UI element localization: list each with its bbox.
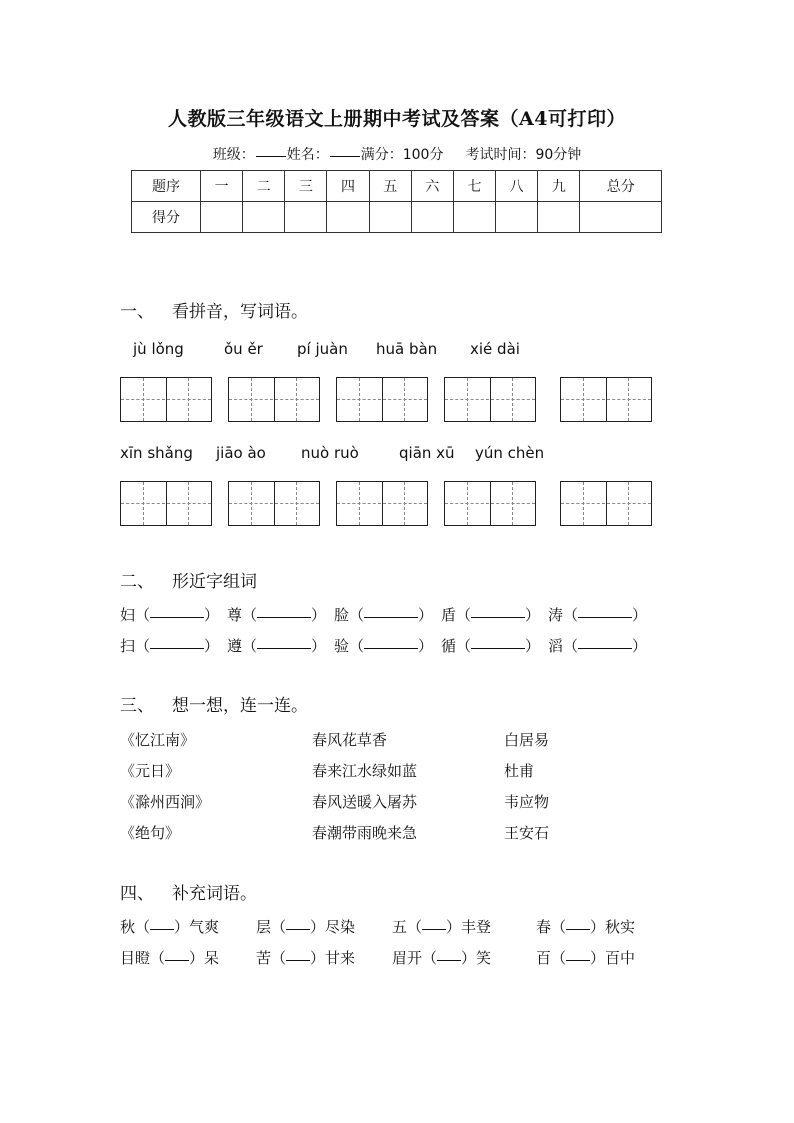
poem-title[interactable]: 《绝句》 — [120, 824, 181, 842]
pinyin: xié dài — [470, 340, 520, 358]
score-header-cell: 八 — [496, 171, 538, 202]
score-header-cell: 三 — [285, 171, 327, 202]
answer-blank[interactable] — [566, 928, 590, 930]
score-row-label: 得分 — [132, 202, 201, 233]
poem-line[interactable]: 春潮带雨晚来急 — [312, 824, 418, 842]
section3-heading — [120, 691, 308, 716]
section-title: 看拼音，写词语。 — [172, 302, 308, 322]
score-cell[interactable] — [201, 202, 243, 233]
score-cell[interactable] — [538, 202, 580, 233]
answer-blank[interactable] — [422, 928, 446, 930]
pinyin: ǒu ěr — [224, 340, 263, 358]
section-title: 想一想，连一连。 — [172, 696, 308, 716]
answer-blank[interactable] — [150, 928, 174, 930]
score-table-header-row — [132, 171, 662, 202]
answer-blank[interactable] — [437, 959, 461, 961]
section-number: 三、 — [120, 696, 154, 716]
score-table — [131, 170, 662, 233]
score-header-cell: 七 — [453, 171, 495, 202]
answer-blank[interactable] — [471, 647, 525, 649]
writing-grid[interactable] — [560, 377, 652, 422]
full-score: 满分：100分 — [360, 147, 444, 163]
idiom-item: 百（ ）百中 — [536, 949, 636, 967]
writing-grid[interactable] — [228, 481, 320, 526]
idiom-item: 秋（ ）气爽 — [120, 918, 220, 936]
answer-blank[interactable] — [165, 959, 189, 961]
similar-char-item: 循（ ） — [441, 637, 541, 655]
similar-char-item: 遵（ ） — [227, 637, 327, 655]
answer-blank[interactable] — [578, 647, 632, 649]
idiom-item: 眉开（ ）笑 — [392, 949, 492, 967]
exam-time: 考试时间：90分钟 — [465, 147, 582, 163]
score-header-cell: 四 — [327, 171, 369, 202]
poem-line[interactable]: 春风送暖入屠苏 — [312, 793, 418, 811]
score-header-cell: 二 — [243, 171, 285, 202]
writing-grid[interactable] — [336, 481, 428, 526]
similar-char-item: 盾（ ） — [441, 606, 541, 624]
score-cell[interactable] — [496, 202, 538, 233]
writing-grid[interactable] — [444, 481, 536, 526]
poet-name[interactable]: 王安石 — [504, 824, 550, 842]
idiom-item: 春（ ）秋实 — [536, 918, 636, 936]
score-cell[interactable] — [580, 202, 662, 233]
pinyin: pí juàn — [297, 340, 348, 358]
page-title: 人教版三年级语文上册期中考试及答案（A4可打印） — [168, 108, 626, 130]
poem-line[interactable]: 春风花草香 — [312, 731, 388, 749]
idiom-item: 五（ ）丰登 — [392, 918, 492, 936]
pinyin: yún chèn — [475, 444, 545, 462]
class-label: 班级： — [212, 147, 255, 163]
answer-blank[interactable] — [286, 928, 310, 930]
score-header-cell: 六 — [411, 171, 453, 202]
pinyin: huā bàn — [376, 340, 438, 358]
answer-blank[interactable] — [471, 616, 525, 618]
writing-grid[interactable] — [120, 481, 212, 526]
section-title: 补充词语。 — [172, 884, 257, 904]
score-cell[interactable] — [453, 202, 495, 233]
section-number: 一、 — [120, 302, 154, 322]
section1-heading — [120, 297, 308, 322]
pinyin: xīn shǎng — [120, 444, 193, 462]
class-blank[interactable] — [256, 155, 286, 157]
section4-heading — [120, 879, 257, 904]
answer-blank[interactable] — [286, 959, 310, 961]
poem-line[interactable]: 春来江水绿如蓝 — [312, 762, 418, 780]
score-header-cell: 一 — [201, 171, 243, 202]
score-table-score-row — [132, 202, 662, 233]
score-cell[interactable] — [327, 202, 369, 233]
score-header-cell: 总分 — [580, 171, 662, 202]
answer-blank[interactable] — [364, 616, 418, 618]
score-header-cell: 五 — [369, 171, 411, 202]
section-number: 四、 — [120, 884, 154, 904]
similar-char-row — [120, 635, 655, 656]
pinyin: nuò ruò — [301, 444, 359, 462]
score-cell[interactable] — [243, 202, 285, 233]
answer-blank[interactable] — [150, 647, 204, 649]
score-header-cell: 题序 — [132, 171, 201, 202]
score-cell[interactable] — [285, 202, 327, 233]
section2-heading — [120, 567, 257, 592]
answer-blank[interactable] — [257, 647, 311, 649]
writing-grid[interactable] — [336, 377, 428, 422]
pinyin: qiān xū — [399, 444, 455, 462]
poem-title[interactable]: 《忆江南》 — [120, 731, 196, 749]
poet-name[interactable]: 韦应物 — [504, 793, 550, 811]
idiom-item: 层（ ）尽染 — [256, 918, 356, 936]
section-title: 形近字组词 — [172, 572, 257, 592]
score-header-cell: 九 — [538, 171, 580, 202]
writing-grid[interactable] — [444, 377, 536, 422]
similar-char-item: 脸（ ） — [334, 606, 434, 624]
similar-char-item: 尊（ ） — [227, 606, 327, 624]
answer-blank[interactable] — [364, 647, 418, 649]
similar-char-row — [120, 604, 655, 625]
score-cell[interactable] — [369, 202, 411, 233]
similar-char-item: 妇（ ） — [120, 606, 220, 624]
poem-title[interactable]: 《元日》 — [120, 762, 181, 780]
section-number: 二、 — [120, 572, 154, 592]
similar-char-item: 滔（ ） — [548, 637, 648, 655]
exam-info — [0, 144, 794, 164]
writing-grid[interactable] — [228, 377, 320, 422]
writing-grid[interactable] — [120, 377, 212, 422]
idiom-item: 目瞪（ ）呆 — [120, 949, 220, 967]
answer-blank[interactable] — [578, 616, 632, 618]
poet-name[interactable]: 白居易 — [504, 731, 550, 749]
name-label: 姓名： — [286, 147, 329, 163]
pinyin: jiāo ào — [216, 444, 266, 462]
answer-blank[interactable] — [566, 959, 590, 961]
writing-grid[interactable] — [560, 481, 652, 526]
pinyin: jù lǒng — [133, 340, 184, 358]
answer-blank[interactable] — [150, 616, 204, 618]
similar-char-item: 涛（ ） — [548, 606, 648, 624]
idiom-item: 苦（ ）甘来 — [256, 949, 356, 967]
poem-title[interactable]: 《滁州西涧》 — [120, 793, 211, 811]
similar-char-item: 验（ ） — [334, 637, 434, 655]
similar-char-item: 扫（ ） — [120, 637, 220, 655]
answer-blank[interactable] — [257, 616, 311, 618]
poet-name[interactable]: 杜甫 — [504, 762, 535, 780]
name-blank[interactable] — [330, 155, 360, 157]
score-cell[interactable] — [411, 202, 453, 233]
